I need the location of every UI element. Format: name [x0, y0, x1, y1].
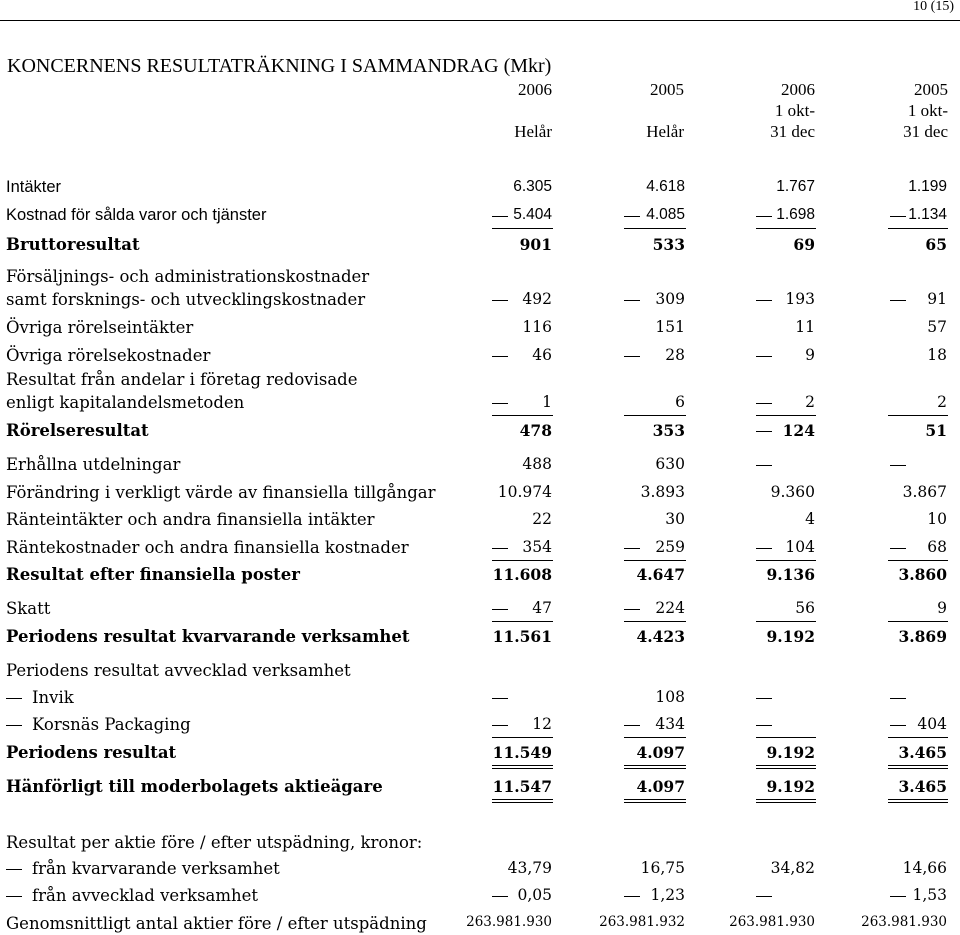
- value-cell: 11.561: [492, 627, 552, 646]
- minus-sign: [890, 725, 906, 726]
- underline: [756, 560, 816, 561]
- underline: [888, 621, 948, 622]
- underline: [756, 415, 816, 416]
- value-cell: 1,23: [650, 886, 685, 904]
- value-cell: 533: [652, 235, 685, 254]
- underline: [492, 415, 553, 416]
- value-cell: 3.869: [898, 627, 947, 646]
- value-cell: 309: [655, 290, 685, 308]
- value-cell: 259: [655, 538, 685, 556]
- value-cell: 22: [532, 510, 552, 528]
- value-cell: 1,53: [912, 886, 947, 904]
- value-cell: 9: [937, 599, 947, 617]
- row-label: [6, 233, 140, 256]
- minus-sign: [624, 216, 640, 217]
- minus-sign: [624, 725, 640, 726]
- value-cell: 10.974: [497, 483, 552, 501]
- underline: [624, 228, 686, 229]
- row-label-line: Bruttoresultat: [6, 235, 140, 254]
- value-cell: 5.404: [513, 206, 552, 223]
- value-cell: 9.136: [766, 565, 815, 584]
- dash-prefix: [6, 869, 22, 870]
- underline: [624, 737, 686, 738]
- minus-sign: [492, 403, 508, 404]
- row-label-line: Kostnad för sålda varor och tjänster: [6, 206, 267, 224]
- double-underline: [756, 799, 816, 803]
- row-label: [6, 686, 74, 709]
- value-cell: 263.981.930: [729, 914, 815, 930]
- value-cell: 57: [927, 318, 947, 336]
- row-label: [6, 741, 176, 764]
- value-cell: 14,66: [902, 859, 947, 877]
- minus-sign: [890, 698, 906, 699]
- value-cell: 4: [805, 510, 815, 528]
- minus-sign: [624, 609, 640, 610]
- value-cell: 46: [532, 346, 552, 364]
- row-label-line: Försäljnings- och administrationskostnader: [6, 267, 370, 286]
- dash-prefix: [6, 698, 22, 699]
- value-cell: 354: [522, 538, 552, 556]
- value-cell: 124: [782, 421, 815, 440]
- minus-sign: [756, 548, 772, 549]
- row-label: [6, 625, 410, 648]
- underline: [492, 560, 553, 561]
- minus-sign: [492, 609, 508, 610]
- underline: [756, 737, 816, 738]
- value-cell: 151: [655, 318, 685, 336]
- row-label-line: Resultat per aktie före / efter utspädning, kronor:: [6, 833, 423, 852]
- underline: [624, 415, 686, 416]
- dash-prefix: [6, 725, 22, 726]
- value-cell: 18: [927, 346, 947, 364]
- minus-sign: [492, 300, 508, 301]
- value-cell: 263.981.932: [599, 914, 685, 930]
- value-cell: 4.423: [636, 627, 685, 646]
- minus-sign: [756, 698, 772, 699]
- double-underline: [492, 765, 553, 769]
- row-label: [6, 857, 280, 880]
- value-cell: 30: [665, 510, 685, 528]
- row-label: [6, 831, 422, 854]
- value-cell: 4.085: [646, 206, 685, 223]
- minus-sign: [624, 896, 640, 897]
- underline: [624, 560, 686, 561]
- value-cell: 51: [925, 421, 947, 440]
- value-cell: 47: [532, 599, 552, 617]
- value-cell: 1.698: [776, 206, 815, 223]
- row-label-line: Genomsnittligt antal aktier före / efter utspädning: [6, 914, 427, 933]
- value-cell: 65: [925, 235, 947, 254]
- value-cell: 9: [805, 346, 815, 364]
- row-label: [6, 775, 383, 798]
- value-cell: 4.097: [636, 743, 685, 762]
- minus-sign: [492, 725, 508, 726]
- row-label-line: samt forsknings- och utvecklingskostnader: [6, 290, 366, 309]
- minus-sign: [492, 698, 508, 699]
- col-header-3: 2006 1 okt- 31 dec: [770, 80, 815, 141]
- value-cell: 9.192: [766, 743, 815, 762]
- row-label: [6, 265, 369, 311]
- page-title: KONCERNENS RESULTATRÄKNING I SAMMANDRAG (Mkr): [7, 55, 552, 77]
- minus-sign: [890, 548, 906, 549]
- value-cell: 3.867: [902, 483, 947, 501]
- value-cell: 404: [917, 715, 947, 733]
- minus-sign: [492, 216, 508, 217]
- value-cell: 6.305: [513, 178, 552, 195]
- value-cell: 1: [542, 393, 552, 411]
- row-label: [6, 368, 358, 414]
- value-cell: 2: [937, 393, 947, 411]
- row-label: [6, 344, 210, 367]
- minus-sign: [756, 216, 772, 217]
- value-cell: 11.547: [492, 777, 552, 796]
- header-rule: [0, 20, 960, 21]
- value-cell: 28: [665, 346, 685, 364]
- value-cell: 1.199: [908, 178, 947, 195]
- value-cell: 104: [785, 538, 815, 556]
- row-label-line: Resultat från andelar i företag redovisade: [6, 370, 358, 389]
- row-label-line: Periodens resultat kvarvarande verksamhet: [6, 627, 410, 646]
- row-label-line: Intäkter: [6, 178, 62, 196]
- double-underline: [888, 799, 948, 803]
- value-cell: 6: [675, 393, 685, 411]
- value-cell: 9.192: [766, 777, 815, 796]
- value-cell: 263.981.930: [466, 914, 552, 930]
- value-cell: 9.192: [766, 627, 815, 646]
- minus-sign: [756, 300, 772, 301]
- minus-sign: [890, 216, 906, 217]
- minus-sign: [492, 896, 508, 897]
- row-label: [6, 563, 300, 586]
- double-underline: [624, 799, 686, 803]
- underline: [756, 621, 816, 622]
- row-label: [6, 713, 191, 736]
- value-cell: 3.893: [640, 483, 685, 501]
- underline: [888, 560, 948, 561]
- value-cell: 9.360: [770, 483, 815, 501]
- minus-sign: [624, 300, 640, 301]
- col-header-2: 2005 Helår: [646, 80, 684, 141]
- row-label: [6, 912, 427, 935]
- minus-sign: [890, 896, 906, 897]
- row-label: [6, 884, 258, 907]
- row-label: [6, 536, 409, 559]
- underline: [492, 228, 553, 229]
- row-label-line: Övriga rörelseintäkter: [6, 318, 194, 337]
- row-label-line: Ränteintäkter och andra finansiella intäkter: [6, 510, 375, 529]
- double-underline: [624, 765, 686, 769]
- row-label: [6, 453, 180, 476]
- underline: [888, 737, 948, 738]
- value-cell: 224: [655, 599, 685, 617]
- value-cell: 630: [655, 455, 685, 473]
- minus-sign: [890, 300, 906, 301]
- row-label-line: Resultat efter finansiella poster: [6, 565, 300, 584]
- value-cell: 108: [655, 688, 685, 706]
- minus-sign: [756, 403, 772, 404]
- value-cell: 2: [805, 393, 815, 411]
- underline: [492, 621, 553, 622]
- minus-sign: [756, 356, 772, 357]
- value-cell: 488: [522, 455, 552, 473]
- row-label-line: Periodens resultat avvecklad verksamhet: [6, 661, 351, 680]
- dash-prefix: [6, 896, 22, 897]
- row-label-line: Hänförligt till moderbolagets aktieägare: [6, 777, 383, 796]
- value-cell: 492: [522, 290, 552, 308]
- row-label: [6, 481, 436, 504]
- value-cell: 3.465: [898, 777, 947, 796]
- value-cell: 3.860: [898, 565, 947, 584]
- value-cell: 116: [522, 318, 552, 336]
- minus-sign: [492, 548, 508, 549]
- value-cell: 1.134: [908, 206, 947, 223]
- minus-sign: [624, 356, 640, 357]
- row-label: [6, 659, 351, 682]
- row-label: [6, 204, 266, 227]
- row-label: [6, 508, 375, 531]
- value-cell: 11: [795, 318, 815, 336]
- underline: [756, 228, 816, 229]
- row-label-line: Rörelseresultat: [6, 421, 149, 440]
- row-label-line: Räntekostnader och andra finansiella kostnader: [6, 538, 409, 557]
- value-cell: 56: [795, 599, 815, 617]
- page-number: 10 (15): [913, 0, 954, 14]
- value-cell: 0,05: [517, 886, 552, 904]
- value-cell: 68: [927, 538, 947, 556]
- value-cell: 193: [785, 290, 815, 308]
- minus-sign: [624, 548, 640, 549]
- row-label-line: från kvarvarande verksamhet: [32, 859, 280, 878]
- row-label-line: från avvecklad verksamhet: [32, 886, 259, 905]
- row-label-line: Förändring i verkligt värde av finansiella tillgångar: [6, 483, 436, 502]
- value-cell: 91: [927, 290, 947, 308]
- underline: [888, 228, 948, 229]
- underline: [624, 621, 686, 622]
- double-underline: [756, 765, 816, 769]
- row-label: [6, 316, 193, 339]
- underline: [492, 737, 553, 738]
- value-cell: 69: [793, 235, 815, 254]
- value-cell: 10: [927, 510, 947, 528]
- value-cell: 4.647: [636, 565, 685, 584]
- value-cell: 43,79: [507, 859, 552, 877]
- minus-sign: [756, 725, 772, 726]
- col-header-4: 2005 1 okt- 31 dec: [903, 80, 948, 141]
- col-header-1: 2006 Helår: [514, 80, 552, 141]
- minus-sign: [756, 465, 772, 466]
- row-label: [6, 176, 61, 199]
- minus-sign: [890, 465, 906, 466]
- row-label-line: Erhållna utdelningar: [6, 455, 181, 474]
- row-label-line: Övriga rörelsekostnader: [6, 346, 211, 365]
- value-cell: 11.549: [492, 743, 552, 762]
- value-cell: 434: [655, 715, 685, 733]
- value-cell: 478: [519, 421, 552, 440]
- value-cell: 16,75: [640, 859, 685, 877]
- value-cell: 1.767: [776, 178, 815, 195]
- value-cell: 12: [532, 715, 552, 733]
- row-label-line: Invik: [32, 688, 74, 707]
- double-underline: [888, 765, 948, 769]
- value-cell: 353: [652, 421, 685, 440]
- minus-sign: [492, 356, 508, 357]
- value-cell: 3.465: [898, 743, 947, 762]
- value-cell: 4.618: [646, 178, 685, 195]
- value-cell: 4.097: [636, 777, 685, 796]
- row-label: [6, 419, 149, 442]
- value-cell: 34,82: [770, 859, 815, 877]
- underline: [888, 415, 948, 416]
- value-cell: 263.981.930: [861, 914, 947, 930]
- row-label-line: Korsnäs Packaging: [32, 715, 191, 734]
- row-label-line: Periodens resultat: [6, 743, 177, 762]
- row-label-line: enligt kapitalandelsmetoden: [6, 393, 245, 412]
- minus-sign: [756, 431, 772, 432]
- row-label-line: Skatt: [6, 599, 51, 618]
- value-cell: 901: [519, 235, 552, 254]
- minus-sign: [756, 896, 772, 897]
- double-underline: [492, 799, 553, 803]
- value-cell: 11.608: [492, 565, 552, 584]
- row-label: [6, 597, 50, 620]
